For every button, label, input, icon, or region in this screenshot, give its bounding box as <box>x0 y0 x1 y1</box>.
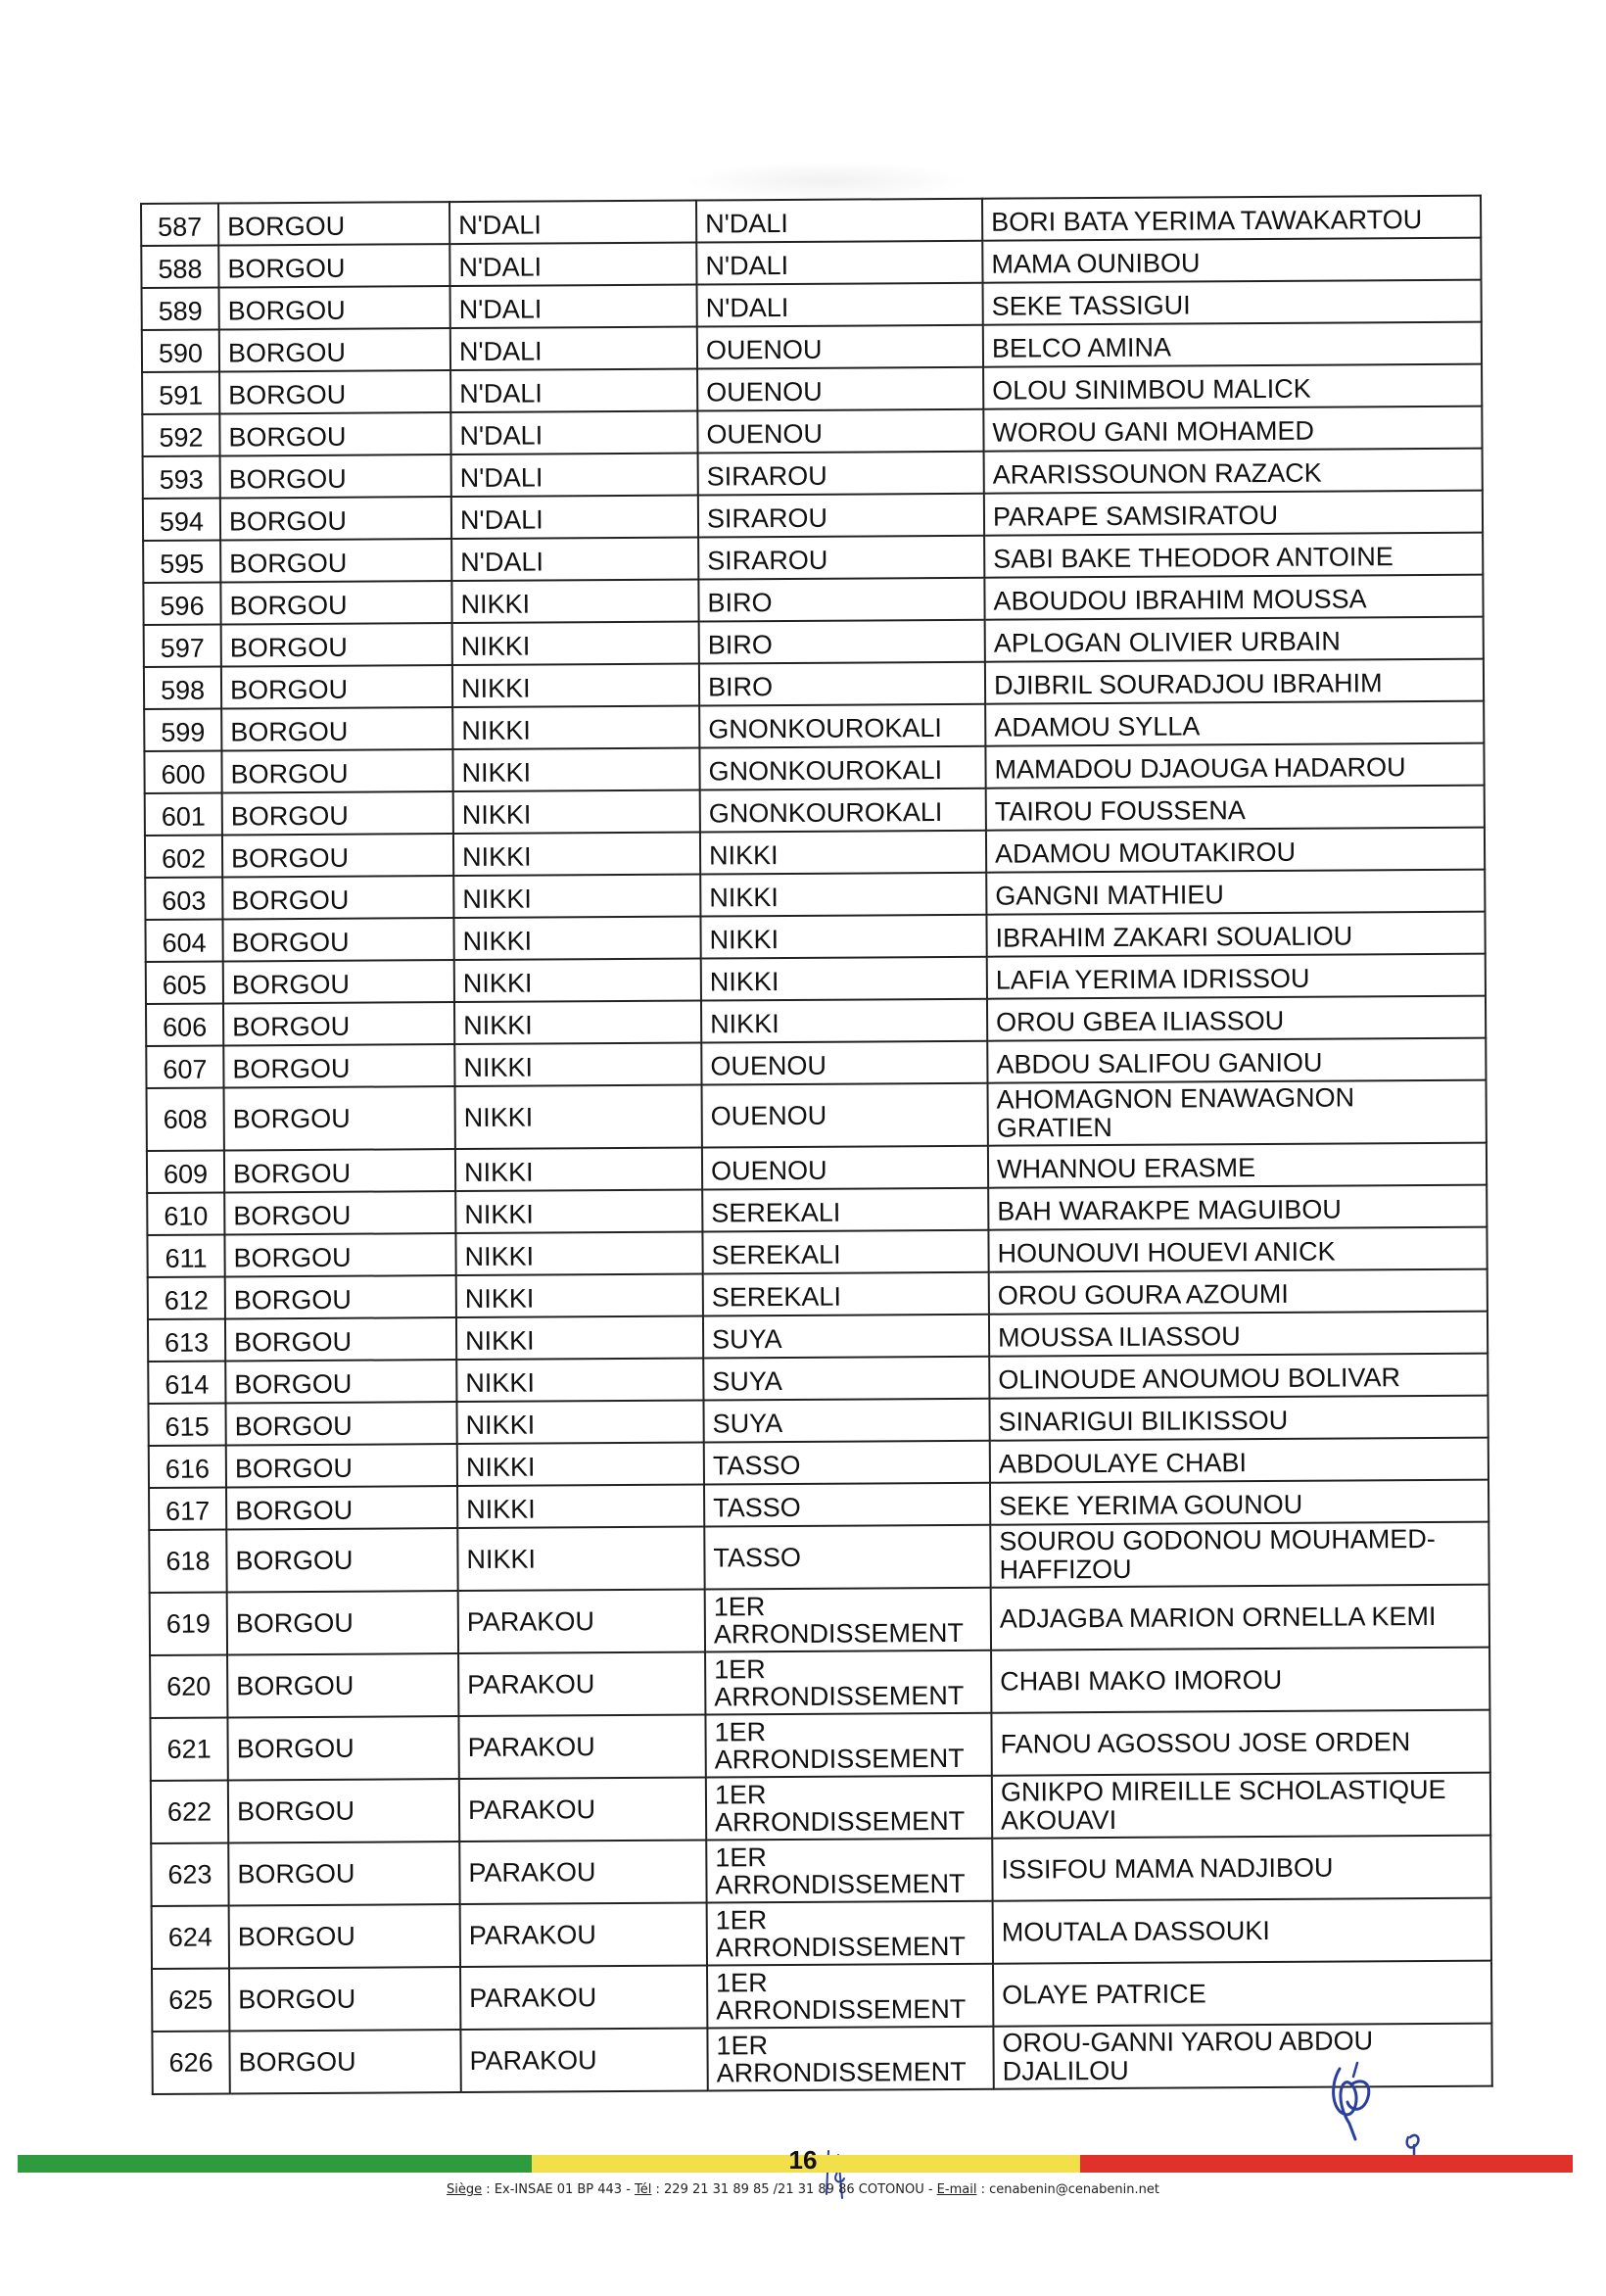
row-number-cell: 607 <box>146 1045 223 1087</box>
department-cell: BORGOU <box>222 918 453 961</box>
table-row <box>147 1080 1487 1151</box>
department-cell: BORGOU <box>220 539 451 582</box>
name-cell: ABDOU SALIFOU GANIOU <box>987 1038 1486 1083</box>
department-cell: BORGOU <box>226 1444 457 1487</box>
commune-cell: NIKKI <box>457 1527 704 1592</box>
commune-cell: NIKKI <box>455 1190 702 1234</box>
table-row <box>151 1773 1490 1843</box>
name-cell: WOROU GANI MOHAMED <box>983 407 1482 452</box>
department-cell: BORGOU <box>218 202 449 245</box>
department-cell: BORGOU <box>222 834 453 877</box>
row-number-cell: 617 <box>149 1487 226 1529</box>
arrondissement-cell: SUYA <box>703 1357 989 1401</box>
department-cell: BORGOU <box>229 2030 460 2093</box>
commune-cell: N'DALI <box>451 538 698 582</box>
name-cell: SEKE TASSIGUI <box>983 280 1482 325</box>
arrondissement-cell: SEREKALI <box>703 1272 989 1316</box>
name-cell: DJIBRIL SOURADJOU IBRAHIM <box>985 659 1484 704</box>
handwritten-signature-icon <box>1322 2055 1391 2143</box>
arrondissement-cell: NIKKI <box>701 999 987 1043</box>
siege-text: : Ex-INSAE 01 BP 443 - <box>482 2182 636 2197</box>
name-cell: OLOU SINIMBOU MALICK <box>983 364 1482 409</box>
department-cell: BORGOU <box>223 960 454 1003</box>
arrondissement-cell: 1ER ARRONDISSEMENT <box>706 1839 992 1903</box>
commune-cell: PARAKOU <box>458 1590 705 1654</box>
row-number-cell: 625 <box>152 1968 229 2031</box>
arrondissement-cell: TASSO <box>704 1525 990 1590</box>
commune-cell: NIKKI <box>452 748 699 792</box>
table-row <box>152 1898 1491 1969</box>
commune-cell: N'DALI <box>450 411 697 455</box>
arrondissement-cell: N'DALI <box>697 283 983 327</box>
row-number-cell: 616 <box>149 1445 226 1487</box>
commune-cell: PARAKOU <box>458 1652 705 1717</box>
department-cell: BORGOU <box>221 665 452 708</box>
row-number-cell: 600 <box>144 751 221 793</box>
commune-cell: NIKKI <box>454 1043 701 1087</box>
row-number-cell: 606 <box>146 1003 223 1045</box>
email-label: E-mail <box>936 2182 977 2197</box>
department-cell: BORGOU <box>224 1086 455 1150</box>
commune-cell: NIKKI <box>456 1359 703 1403</box>
commune-cell: NIKKI <box>455 1232 702 1276</box>
arrondissement-cell: 1ER ARRONDISSEMENT <box>706 1776 992 1841</box>
name-cell: ADJAGBA MARION ORNELLA KEMI <box>991 1585 1489 1650</box>
arrondissement-cell: SEREKALI <box>702 1230 988 1274</box>
commune-cell: NIKKI <box>452 664 699 708</box>
department-cell: BORGOU <box>221 749 452 792</box>
row-number-cell: 611 <box>147 1234 224 1276</box>
table-row <box>150 1710 1489 1781</box>
arrondissement-cell: 1ER ARRONDISSEMENT <box>707 1901 993 1966</box>
name-cell: OROU GOURA AZOUMI <box>989 1269 1488 1315</box>
commune-cell: N'DALI <box>451 496 698 540</box>
department-cell: BORGOU <box>224 1149 455 1192</box>
table-row <box>152 1961 1491 2032</box>
row-number-cell: 622 <box>151 1780 228 1842</box>
arrondissement-cell: SIRAROU <box>698 452 984 496</box>
row-number-cell: 595 <box>143 541 220 583</box>
tel-text: : 229 21 31 89 85 /21 31 89 86 COTONOU - <box>651 2182 937 2197</box>
email-text: : cenabenin@cenabenin.net <box>976 2182 1159 2197</box>
arrondissement-cell: N'DALI <box>696 241 982 285</box>
name-cell: TAIROU FOUSSENA <box>986 786 1485 831</box>
row-number-cell: 590 <box>142 330 219 372</box>
arrondissement-cell: OUENOU <box>702 1083 988 1148</box>
department-cell: BORGOU <box>218 244 449 287</box>
arrondissement-cell: BIRO <box>698 578 984 622</box>
department-cell: BORGOU <box>223 1002 454 1045</box>
name-cell: MOUSSA ILIASSOU <box>989 1312 1488 1357</box>
commune-cell: PARAKOU <box>460 2028 707 2092</box>
name-cell: APLOGAN OLIVIER URBAIN <box>985 617 1484 662</box>
commune-cell: NIKKI <box>453 833 700 877</box>
commune-cell: N'DALI <box>450 327 697 371</box>
row-number-cell: 603 <box>145 877 222 919</box>
name-cell: CHABI MAKO IMOROU <box>991 1648 1489 1713</box>
department-cell: BORGOU <box>219 370 450 413</box>
flag-band-red <box>1080 2155 1573 2173</box>
siege-label: Siège <box>447 2182 483 2197</box>
department-cell: BORGOU <box>222 876 453 919</box>
arrondissement-cell: GNONKOUROKALI <box>699 746 985 790</box>
row-number-cell: 596 <box>143 583 220 625</box>
table-row <box>150 1648 1489 1718</box>
department-cell: BORGOU <box>227 1716 458 1780</box>
row-number-cell: 626 <box>152 2031 229 2093</box>
arrondissement-cell: TASSO <box>704 1441 990 1485</box>
department-cell: BORGOU <box>225 1275 456 1318</box>
department-cell: BORGOU <box>226 1528 457 1592</box>
department-cell: BORGOU <box>219 412 450 455</box>
commune-cell: NIKKI <box>457 1485 704 1529</box>
commune-cell: NIKKI <box>455 1148 702 1192</box>
department-cell: BORGOU <box>223 1044 454 1087</box>
row-number-cell: 609 <box>147 1150 224 1192</box>
arrondissement-cell: NIKKI <box>700 873 986 917</box>
arrondissement-cell: BIRO <box>699 662 985 706</box>
name-cell: MAMA OUNIBOU <box>982 238 1481 283</box>
row-number-cell: 620 <box>150 1654 227 1717</box>
tel-label: Tél <box>635 2182 652 2197</box>
commune-cell: PARAKOU <box>458 1715 705 1780</box>
row-number-cell: 601 <box>145 793 222 836</box>
name-cell: SOUROU GODONOU MOUHAMED-HAFFIZOU <box>990 1522 1488 1588</box>
table-row <box>152 2024 1491 2094</box>
commune-cell: PARAKOU <box>459 1778 706 1842</box>
department-cell: BORGOU <box>225 1317 456 1361</box>
name-cell: HOUNOUVI HOUEVI ANICK <box>988 1227 1487 1272</box>
name-cell: MOUTALA DASSOUKI <box>993 1898 1491 1964</box>
table-row <box>149 1522 1488 1593</box>
department-cell: BORGOU <box>227 1653 458 1717</box>
name-cell: GNIKPO MIREILLE SCHOLASTIQUE AKOUAVI <box>992 1773 1490 1839</box>
arrondissement-cell: 1ER ARRONDISSEMENT <box>707 1964 993 2029</box>
arrondissement-cell: 1ER ARRONDISSEMENT <box>705 1650 991 1715</box>
name-cell: OLAYE PATRICE <box>993 1961 1491 2027</box>
commune-cell: NIKKI <box>452 706 699 750</box>
department-cell: BORGOU <box>226 1486 457 1529</box>
arrondissement-cell: SIRAROU <box>698 536 984 580</box>
row-number-cell: 593 <box>143 456 220 499</box>
department-cell: BORGOU <box>222 791 453 835</box>
arrondissement-cell: SEREKALI <box>702 1188 988 1232</box>
arrondissement-cell: BIRO <box>699 620 985 664</box>
row-number-cell: 618 <box>149 1529 226 1592</box>
arrondissement-cell: N'DALI <box>696 199 982 243</box>
arrondissement-cell: GNONKOUROKALI <box>700 789 986 833</box>
row-number-cell: 613 <box>148 1318 225 1361</box>
department-cell: BORGOU <box>225 1360 456 1403</box>
arrondissement-cell: OUENOU <box>697 409 983 454</box>
footer-contact-line <box>0 2182 1606 2197</box>
commune-cell: NIKKI <box>452 622 699 666</box>
row-number-cell: 619 <box>150 1592 227 1654</box>
commune-cell: PARAKOU <box>460 1965 707 2030</box>
name-cell: LAFIA YERIMA IDRISSOU <box>987 954 1486 999</box>
name-cell: SABI BAKE THEODOR ANTOINE <box>984 533 1483 578</box>
name-cell: WHANNOU ERASME <box>988 1143 1487 1188</box>
commune-cell: NIKKI <box>455 1085 702 1150</box>
row-number-cell: 587 <box>141 204 218 246</box>
arrondissement-cell: OUENOU <box>702 1146 988 1190</box>
row-number-cell: 610 <box>147 1192 224 1234</box>
row-number-cell: 598 <box>144 667 221 709</box>
arrondissement-cell: NIKKI <box>700 915 986 959</box>
commune-cell: NIKKI <box>456 1316 703 1361</box>
flag-band-green <box>18 2155 532 2173</box>
commune-cell: N'DALI <box>450 285 697 329</box>
commune-cell: N'DALI <box>451 454 698 498</box>
row-number-cell: 621 <box>150 1717 227 1780</box>
name-cell: BELCO AMINA <box>983 322 1482 367</box>
name-cell: MAMADOU DJAOUGA HADAROU <box>985 743 1484 789</box>
voter-list-table <box>140 195 1493 2095</box>
commune-cell: NIKKI <box>454 1001 701 1045</box>
commune-cell: N'DALI <box>450 369 697 413</box>
department-cell: BORGOU <box>224 1233 455 1276</box>
row-number-cell: 624 <box>152 1905 229 1968</box>
table-row <box>151 1836 1490 1906</box>
department-cell: BORGOU <box>227 1591 458 1654</box>
name-cell: SINARIGUI BILIKISSOU <box>989 1396 1488 1441</box>
name-cell: ABDOULAYE CHABI <box>990 1438 1488 1483</box>
row-number-cell: 591 <box>142 372 219 414</box>
name-cell: BORI BATA YERIMA TAWAKARTOU <box>982 196 1481 241</box>
row-number-cell: 588 <box>141 246 218 288</box>
row-number-cell: 605 <box>146 961 223 1003</box>
arrondissement-cell: OUENOU <box>697 325 983 369</box>
department-cell: BORGOU <box>224 1191 455 1234</box>
department-cell: BORGOU <box>229 1904 460 1968</box>
department-cell: BORGOU <box>220 497 451 540</box>
name-cell: SEKE YERIMA GOUNOU <box>990 1480 1488 1525</box>
name-cell: ABOUDOU IBRAHIM MOUSSA <box>984 575 1483 620</box>
commune-cell: NIKKI <box>456 1401 703 1445</box>
commune-cell: NIKKI <box>456 1274 703 1318</box>
row-number-cell: 592 <box>142 414 219 456</box>
arrondissement-cell: OUENOU <box>701 1041 987 1085</box>
name-cell: OROU GBEA ILIASSOU <box>987 996 1486 1041</box>
name-cell: ADAMOU MOUTAKIROU <box>986 828 1485 873</box>
commune-cell: PARAKOU <box>460 1902 707 1967</box>
department-cell: BORGOU <box>221 707 452 750</box>
department-cell: BORGOU <box>221 623 452 666</box>
commune-cell: NIKKI <box>453 790 700 835</box>
arrondissement-cell: SUYA <box>703 1399 989 1443</box>
arrondissement-cell: GNONKOUROKALI <box>699 704 985 748</box>
row-number-cell: 612 <box>148 1276 225 1318</box>
commune-cell: PARAKOU <box>459 1840 706 1904</box>
department-cell: BORGOU <box>220 454 451 498</box>
row-number-cell: 623 <box>151 1842 228 1905</box>
row-number-cell: 602 <box>145 835 222 877</box>
arrondissement-cell: 1ER ARRONDISSEMENT <box>707 2027 993 2091</box>
row-number-cell: 594 <box>143 499 220 541</box>
department-cell: BORGOU <box>225 1402 456 1445</box>
commune-cell: NIKKI <box>457 1443 704 1487</box>
row-number-cell: 615 <box>148 1403 225 1445</box>
name-cell: PARAPE SAMSIRATOU <box>984 491 1483 536</box>
department-cell: BORGOU <box>228 1779 459 1842</box>
faint-bleed-through <box>685 162 969 201</box>
name-cell: ISSIFOU MAMA NADJIBOU <box>992 1836 1490 1901</box>
name-cell: BAH WARAKPE MAGUIBOU <box>988 1185 1487 1230</box>
arrondissement-cell: 1ER ARRONDISSEMENT <box>705 1713 991 1778</box>
name-cell: FANOU AGOSSOU JOSE ORDEN <box>991 1710 1489 1776</box>
name-cell: ADAMOU SYLLA <box>985 701 1484 746</box>
row-number-cell: 589 <box>142 288 219 330</box>
arrondissement-cell: TASSO <box>704 1483 990 1527</box>
commune-cell: NIKKI <box>454 959 701 1003</box>
arrondissement-cell: 1ER ARRONDISSEMENT <box>705 1588 991 1652</box>
arrondissement-cell: NIKKI <box>701 957 987 1001</box>
row-number-cell: 608 <box>147 1087 224 1150</box>
department-cell: BORGOU <box>228 1842 459 1905</box>
commune-cell: NIKKI <box>451 580 698 624</box>
department-cell: BORGOU <box>229 1967 460 2031</box>
row-number-cell: 614 <box>148 1361 225 1403</box>
commune-cell: NIKKI <box>453 917 700 961</box>
department-cell: BORGOU <box>219 328 450 371</box>
table-row <box>150 1585 1489 1655</box>
row-number-cell: 597 <box>144 625 221 667</box>
arrondissement-cell: NIKKI <box>700 831 986 875</box>
arrondissement-cell: SIRAROU <box>698 494 984 538</box>
table-body <box>141 196 1492 2094</box>
commune-cell: N'DALI <box>449 243 696 287</box>
name-cell: ARARISSOUNON RAZACK <box>984 449 1483 494</box>
name-cell: AHOMAGNON ENAWAGNON GRATIEN <box>988 1080 1487 1146</box>
department-cell: BORGOU <box>219 286 450 329</box>
name-cell: OROU-GANNI YAROU ABDOU DJALILOU <box>993 2024 1491 2089</box>
commune-cell: N'DALI <box>449 201 696 245</box>
row-number-cell: 604 <box>145 919 222 961</box>
commune-cell: NIKKI <box>453 875 700 919</box>
name-cell: OLINOUDE ANOUMOU BOLIVAR <box>989 1354 1488 1399</box>
page-number: 16 <box>788 2145 818 2175</box>
arrondissement-cell: SUYA <box>703 1315 989 1359</box>
department-cell: BORGOU <box>220 581 451 624</box>
arrondissement-cell: OUENOU <box>697 367 983 411</box>
name-cell: IBRAHIM ZAKARI SOUALIOU <box>986 912 1485 957</box>
row-number-cell: 599 <box>144 709 221 751</box>
name-cell: GANGNI MATHIEU <box>986 870 1485 915</box>
